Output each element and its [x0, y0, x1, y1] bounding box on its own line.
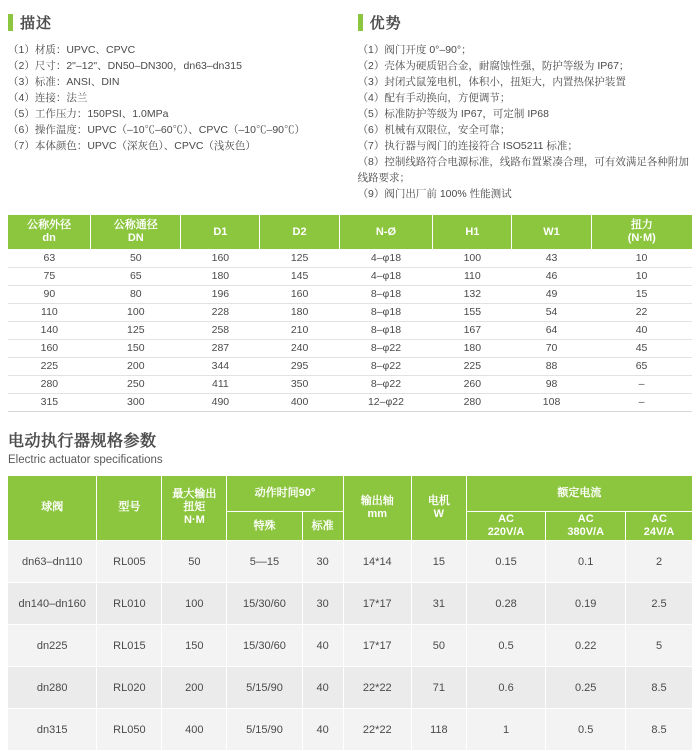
- table-cell: 30: [302, 583, 343, 625]
- table-cell: 50: [412, 625, 467, 667]
- table-cell: 167: [433, 321, 512, 339]
- col-header-ac380: AC 380V/A: [546, 512, 626, 541]
- table-cell: 280: [8, 375, 91, 393]
- table-body: [8, 249, 692, 411]
- col-header-W1: W1: [512, 215, 591, 249]
- table-cell: 200: [162, 667, 227, 709]
- table-cell: 4–φ18: [339, 267, 433, 285]
- table-cell: 100: [91, 303, 181, 321]
- col-header-H1: H1: [433, 215, 512, 249]
- list-item: （3）封闭式鼠笼电机，体积小，扭矩大，内置热保护装置: [358, 74, 692, 90]
- col-header-output-shaft: 输出轴 mm: [343, 476, 411, 541]
- table-cell: 8.5: [626, 667, 692, 709]
- list-item: （4）连接：法兰: [8, 90, 336, 106]
- table-cell: 0.19: [546, 583, 626, 625]
- table-cell: 108: [512, 393, 591, 411]
- table-cell: 63: [8, 249, 91, 267]
- table-cell: 0.15: [466, 541, 546, 583]
- col-header-D1: D1: [181, 215, 260, 249]
- table-cell: 14*14: [343, 541, 411, 583]
- actuator-spec-table: [8, 476, 692, 751]
- table-cell: 140: [8, 321, 91, 339]
- table-cell: 0.22: [546, 625, 626, 667]
- list-item: （1）材质：UPVC、CPVC: [8, 42, 336, 58]
- table-cell: 125: [260, 249, 339, 267]
- table-row: [8, 709, 692, 751]
- actuator-section-heading: [8, 428, 692, 466]
- list-item: （6）操作温度：UPVC（–10℃–60℃）、CPVC（–10℃–90℃）: [8, 122, 336, 138]
- table-cell: 300: [91, 393, 181, 411]
- table-cell: 80: [91, 285, 181, 303]
- table-cell: 50: [91, 249, 181, 267]
- list-item: （1）阀门开度 0°–90°；: [358, 42, 692, 58]
- table-row: [8, 285, 692, 303]
- table-cell: 22*22: [343, 667, 411, 709]
- accent-bar-icon: [358, 14, 363, 31]
- table-cell: 31: [412, 583, 467, 625]
- table-cell: 0.25: [546, 667, 626, 709]
- description-header: [8, 12, 336, 33]
- table-cell: 155: [433, 303, 512, 321]
- table-cell: dn140–dn160: [8, 583, 97, 625]
- table-cell: 15/30/60: [227, 625, 302, 667]
- table-row: [8, 583, 692, 625]
- table-cell: 10: [591, 267, 692, 285]
- table-row: [8, 339, 692, 357]
- table-cell: 43: [512, 249, 591, 267]
- table-cell: dn225: [8, 625, 97, 667]
- table-cell: 344: [181, 357, 260, 375]
- table-row: [8, 249, 692, 267]
- table-row: [8, 625, 692, 667]
- table-cell: RL050: [97, 709, 162, 751]
- table-cell: –: [591, 393, 692, 411]
- col-header-D2: D2: [260, 215, 339, 249]
- col-header-motor: 电机 W: [412, 476, 467, 541]
- table-cell: 40: [302, 667, 343, 709]
- table-cell: 180: [433, 339, 512, 357]
- col-header-torque: 扭力 (N·M): [591, 215, 692, 249]
- table-cell: 65: [91, 267, 181, 285]
- table-cell: 145: [260, 267, 339, 285]
- table-cell: 70: [512, 339, 591, 357]
- table-cell: 400: [162, 709, 227, 751]
- advantages-list: [358, 42, 692, 202]
- table-cell: 10: [591, 249, 692, 267]
- table-cell: 8–φ22: [339, 357, 433, 375]
- table-header-row-1: [8, 476, 692, 512]
- list-item: （7）本体颜色：UPVC（深灰色）、CPVC（浅灰色）: [8, 138, 336, 154]
- col-header-standard: 标准: [302, 512, 343, 541]
- table-cell: 71: [412, 667, 467, 709]
- table-cell: 315: [8, 393, 91, 411]
- table-cell: 40: [591, 321, 692, 339]
- table-cell: 0.5: [466, 625, 546, 667]
- table-cell: 5: [626, 625, 692, 667]
- col-header-N-O: N-Ø: [339, 215, 433, 249]
- col-header-action-time: 动作时间90°: [227, 476, 343, 512]
- table-cell: 98: [512, 375, 591, 393]
- table-cell: 411: [181, 375, 260, 393]
- table-cell: 210: [260, 321, 339, 339]
- table-cell: 280: [433, 393, 512, 411]
- table-cell: 88: [512, 357, 591, 375]
- list-item: （3）标准：ANSI、DIN: [8, 74, 336, 90]
- table-cell: 225: [433, 357, 512, 375]
- advantages-column: [358, 12, 692, 202]
- table-cell: 196: [181, 285, 260, 303]
- col-header-valve: 球阀: [8, 476, 97, 541]
- table-cell: dn315: [8, 709, 97, 751]
- table-cell: 150: [91, 339, 181, 357]
- list-item: （8）控制线路符合电源标准，线路布置紧凑合理，可有效满足各种附加线路要求；: [358, 154, 692, 186]
- table-cell: 50: [162, 541, 227, 583]
- table-cell: dn63–dn110: [8, 541, 97, 583]
- table-cell: 5—15: [227, 541, 302, 583]
- table-cell: 8–φ18: [339, 321, 433, 339]
- table-cell: 118: [412, 709, 467, 751]
- table-cell: 22: [591, 303, 692, 321]
- table-cell: 287: [181, 339, 260, 357]
- table-cell: 12–φ22: [339, 393, 433, 411]
- table-cell: 258: [181, 321, 260, 339]
- table-row: [8, 303, 692, 321]
- col-header-dn: 公称外径 dn: [8, 215, 91, 249]
- table-cell: RL015: [97, 625, 162, 667]
- list-item: （5）标准防护等级为 IP67，可定制 IP68: [358, 106, 692, 122]
- table-cell: 8–φ22: [339, 375, 433, 393]
- table-cell: 4–φ18: [339, 249, 433, 267]
- col-header-rated-current: 额定电流: [466, 476, 692, 512]
- table-cell: 350: [260, 375, 339, 393]
- table-cell: 490: [181, 393, 260, 411]
- description-column: [8, 12, 336, 202]
- table-cell: 160: [181, 249, 260, 267]
- table-cell: 180: [260, 303, 339, 321]
- top-columns: [8, 12, 692, 202]
- table-cell: 2: [626, 541, 692, 583]
- table-cell: 225: [8, 357, 91, 375]
- table-cell: 1: [466, 709, 546, 751]
- table-cell: 17*17: [343, 625, 411, 667]
- table-cell: 8–φ22: [339, 339, 433, 357]
- table-cell: 250: [91, 375, 181, 393]
- table-body: [8, 541, 692, 751]
- table-cell: 90: [8, 285, 91, 303]
- table-cell: 8.5: [626, 709, 692, 751]
- col-header-model: 型号: [97, 476, 162, 541]
- actuator-heading-en: Electric actuator specifications: [8, 454, 692, 466]
- table-row: [8, 357, 692, 375]
- advantages-header: [358, 12, 692, 33]
- list-item: （5）工作压力：150PSI、1.0MPa: [8, 106, 336, 122]
- table-cell: 17*17: [343, 583, 411, 625]
- table-cell: 400: [260, 393, 339, 411]
- table-cell: 150: [162, 625, 227, 667]
- table-row: [8, 393, 692, 411]
- actuator-heading-zh: 电动执行器规格参数: [8, 428, 692, 451]
- accent-bar-icon: [8, 14, 13, 31]
- table-cell: 40: [302, 625, 343, 667]
- table-cell: 75: [8, 267, 91, 285]
- table-cell: 200: [91, 357, 181, 375]
- table-cell: 228: [181, 303, 260, 321]
- col-header-max-torque: 最大输出 扭矩 N·M: [162, 476, 227, 541]
- description-title: 描述: [20, 12, 52, 33]
- list-item: （2）尺寸：2"–12"、DN50–DN300，dn63–dn315: [8, 58, 336, 74]
- table-cell: 40: [302, 709, 343, 751]
- table-cell: 100: [162, 583, 227, 625]
- table-cell: 65: [591, 357, 692, 375]
- table-cell: 22*22: [343, 709, 411, 751]
- list-item: （9）阀门出厂前 100% 性能测试: [358, 186, 692, 202]
- table-cell: 132: [433, 285, 512, 303]
- list-item: （2）壳体为硬质铝合金，耐腐蚀性强，防护等级为 IP67；: [358, 58, 692, 74]
- table-cell: dn280: [8, 667, 97, 709]
- table-cell: 30: [302, 541, 343, 583]
- table-cell: 0.28: [466, 583, 546, 625]
- col-header-DN: 公称通径 DN: [91, 215, 181, 249]
- list-item: （6）机械有双限位，安全可靠；: [358, 122, 692, 138]
- table-header-row: [8, 215, 692, 249]
- table-cell: 8–φ18: [339, 303, 433, 321]
- table-cell: 5/15/90: [227, 667, 302, 709]
- table-cell: 15/30/60: [227, 583, 302, 625]
- table-cell: RL020: [97, 667, 162, 709]
- table-row: [8, 541, 692, 583]
- table-cell: 100: [433, 249, 512, 267]
- table-cell: 0.5: [546, 709, 626, 751]
- table-cell: 0.6: [466, 667, 546, 709]
- list-item: （7）执行器与阀门的连接符合 ISO5211 标准；: [358, 138, 692, 154]
- col-header-ac220: AC 220V/A: [466, 512, 546, 541]
- table-cell: 46: [512, 267, 591, 285]
- table-cell: RL005: [97, 541, 162, 583]
- table-cell: 160: [260, 285, 339, 303]
- table-cell: 0.1: [546, 541, 626, 583]
- table-cell: 110: [8, 303, 91, 321]
- table-cell: 45: [591, 339, 692, 357]
- valve-dimension-table: [8, 215, 692, 412]
- table-cell: 64: [512, 321, 591, 339]
- table-cell: 295: [260, 357, 339, 375]
- table-cell: –: [591, 375, 692, 393]
- table-header: [8, 476, 692, 541]
- col-header-special: 特殊: [227, 512, 302, 541]
- table-cell: 15: [591, 285, 692, 303]
- col-header-ac24: AC 24V/A: [626, 512, 692, 541]
- table-cell: 260: [433, 375, 512, 393]
- table-cell: 15: [412, 541, 467, 583]
- table-cell: 54: [512, 303, 591, 321]
- table-cell: 2.5: [626, 583, 692, 625]
- table-cell: 180: [181, 267, 260, 285]
- table-cell: 8–φ18: [339, 285, 433, 303]
- description-list: [8, 42, 336, 154]
- table-row: [8, 375, 692, 393]
- list-item: （4）配有手动换向，方便调节；: [358, 90, 692, 106]
- table-cell: 49: [512, 285, 591, 303]
- table-header: [8, 215, 692, 249]
- table-row: [8, 321, 692, 339]
- advantages-title: 优势: [370, 12, 402, 33]
- table-cell: RL010: [97, 583, 162, 625]
- table-cell: 125: [91, 321, 181, 339]
- table-cell: 240: [260, 339, 339, 357]
- table-row: [8, 667, 692, 709]
- table-cell: 110: [433, 267, 512, 285]
- table-cell: 5/15/90: [227, 709, 302, 751]
- table-cell: 160: [8, 339, 91, 357]
- table-row: [8, 267, 692, 285]
